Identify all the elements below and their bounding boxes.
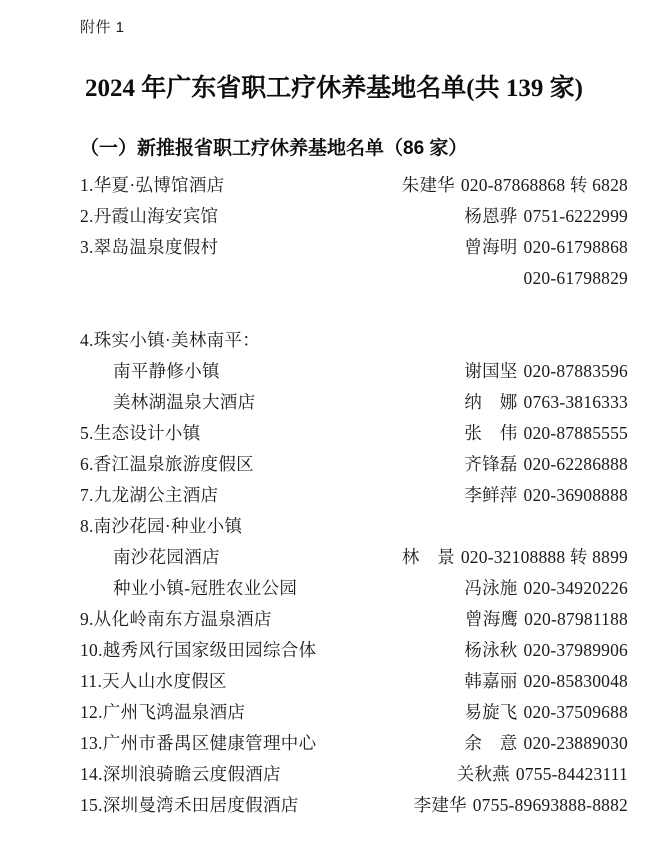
list-item bbox=[0, 325, 668, 356]
facility-name: 14.深圳浪骑瞻云度假酒店 bbox=[80, 764, 281, 784]
list-item bbox=[0, 263, 668, 294]
facility-name: 美林湖温泉大酒店 bbox=[113, 392, 256, 412]
list-item bbox=[0, 573, 668, 604]
contact-cell bbox=[464, 480, 628, 511]
contact-person: 易旋飞 bbox=[464, 702, 518, 722]
list-item bbox=[0, 480, 668, 511]
contact-phone: 020-34920226 bbox=[523, 578, 628, 598]
contact-phone: 020-87868868 转 6828 bbox=[460, 175, 628, 195]
list-item bbox=[0, 697, 668, 728]
contact-cell bbox=[464, 356, 628, 387]
contact-phone: 020-37509688 bbox=[523, 702, 628, 722]
contact-cell bbox=[464, 418, 628, 449]
contact-person: 谢国坚 bbox=[464, 361, 518, 381]
facility-name: 7.九龙湖公主酒店 bbox=[80, 485, 219, 505]
facility-name: 南平静修小镇 bbox=[113, 361, 220, 381]
list-item bbox=[0, 418, 668, 449]
contact-phone: 020-61798868 bbox=[523, 237, 628, 257]
contact-person: 余 意 bbox=[464, 733, 518, 753]
contact-person: 朱建华 bbox=[401, 175, 455, 195]
contact-cell bbox=[464, 573, 628, 604]
facility-name: 15.深圳曼湾禾田居度假酒店 bbox=[80, 795, 299, 815]
contact-phone: 0751-6222999 bbox=[523, 206, 628, 226]
list-item bbox=[0, 728, 668, 759]
facility-name: 2.丹霞山海安宾馆 bbox=[80, 206, 219, 226]
list-item bbox=[0, 170, 668, 201]
contact-phone: 020-36908888 bbox=[523, 485, 628, 505]
list-item bbox=[0, 790, 668, 821]
contact-person: 纳 娜 bbox=[464, 392, 518, 412]
contact-person: 李建华 bbox=[413, 795, 467, 815]
contact-cell bbox=[464, 449, 628, 480]
contact-phone: 0755-84423111 bbox=[515, 764, 628, 784]
list-item bbox=[0, 201, 668, 232]
contact-phone: 020-37989906 bbox=[523, 640, 628, 660]
facility-list bbox=[0, 170, 668, 821]
attachment-label: 附件 1 bbox=[80, 19, 125, 36]
list-item bbox=[0, 294, 668, 325]
list-item bbox=[0, 511, 668, 542]
list-item bbox=[0, 232, 668, 263]
facility-name: 12.广州飞鸿温泉酒店 bbox=[80, 702, 246, 722]
facility-name: 8.南沙花园·种业小镇 bbox=[80, 516, 243, 536]
contact-phone: 020-87883596 bbox=[523, 361, 628, 381]
contact-cell bbox=[464, 635, 628, 666]
contact-phone: 020-61798829 bbox=[523, 268, 628, 288]
contact-person: 林 景 bbox=[401, 547, 455, 567]
facility-name: 种业小镇-冠胜农业公园 bbox=[113, 578, 298, 598]
list-item bbox=[0, 604, 668, 635]
contact-cell bbox=[465, 604, 628, 635]
facility-name: 5.生态设计小镇 bbox=[80, 423, 201, 443]
facility-name: 11.天人山水度假区 bbox=[80, 671, 227, 691]
contact-phone: 0755-89693888-8882 bbox=[472, 795, 628, 815]
contact-phone: 020-85830048 bbox=[523, 671, 628, 691]
contact-cell bbox=[402, 170, 628, 201]
list-item bbox=[0, 759, 668, 790]
contact-person: 李鲜萍 bbox=[464, 485, 518, 505]
contact-person: 杨恩骅 bbox=[464, 206, 518, 226]
contact-cell bbox=[457, 759, 628, 790]
facility-name: 13.广州市番禺区健康管理中心 bbox=[80, 733, 317, 753]
list-item bbox=[0, 635, 668, 666]
contact-cell bbox=[464, 697, 628, 728]
contact-cell bbox=[414, 790, 628, 821]
contact-person: 齐锋磊 bbox=[464, 454, 518, 474]
contact-cell bbox=[402, 542, 628, 573]
contact-person: 曾海明 bbox=[464, 237, 518, 257]
contact-cell bbox=[464, 201, 628, 232]
list-item bbox=[0, 666, 668, 697]
list-item bbox=[0, 356, 668, 387]
contact-person: 韩嘉丽 bbox=[464, 671, 518, 691]
contact-phone: 020-87981188 bbox=[524, 609, 628, 629]
contact-phone: 020-62286888 bbox=[523, 454, 628, 474]
contact-phone: 020-23889030 bbox=[523, 733, 628, 753]
list-item bbox=[0, 387, 668, 418]
page-title: 2024 年广东省职工疗休养基地名单(共 139 家) bbox=[85, 75, 583, 102]
facility-name: 1.华夏·弘博馆酒店 bbox=[80, 175, 225, 195]
contact-person: 关秋燕 bbox=[456, 764, 510, 784]
contact-person: 张 伟 bbox=[464, 423, 518, 443]
contact-person: 曾海鹰 bbox=[465, 609, 519, 629]
contact-cell bbox=[464, 232, 628, 263]
contact-person: 冯泳施 bbox=[464, 578, 518, 598]
section-heading: （一）新推报省职工疗休养基地名单（86 家） bbox=[80, 138, 468, 159]
list-item bbox=[0, 542, 668, 573]
contact-cell bbox=[464, 728, 628, 759]
contact-phone: 0763-3816333 bbox=[523, 392, 628, 412]
facility-name: 10.越秀风行国家级田园综合体 bbox=[80, 640, 317, 660]
facility-name: 6.香江温泉旅游度假区 bbox=[80, 454, 254, 474]
facility-name: 9.从化岭南东方温泉酒店 bbox=[80, 609, 272, 629]
contact-cell bbox=[464, 387, 628, 418]
contact-cell bbox=[464, 666, 628, 697]
contact-phone: 020-87885555 bbox=[523, 423, 628, 443]
contact-cell bbox=[518, 263, 628, 294]
facility-name: 4.珠实小镇·美林南平： bbox=[80, 330, 261, 350]
contact-person: 杨泳秋 bbox=[464, 640, 518, 660]
contact-phone: 020-32108888 转 8899 bbox=[460, 547, 628, 567]
list-item bbox=[0, 449, 668, 480]
facility-name: 南沙花园酒店 bbox=[113, 547, 220, 567]
facility-name: 3.翠岛温泉度假村 bbox=[80, 237, 219, 257]
